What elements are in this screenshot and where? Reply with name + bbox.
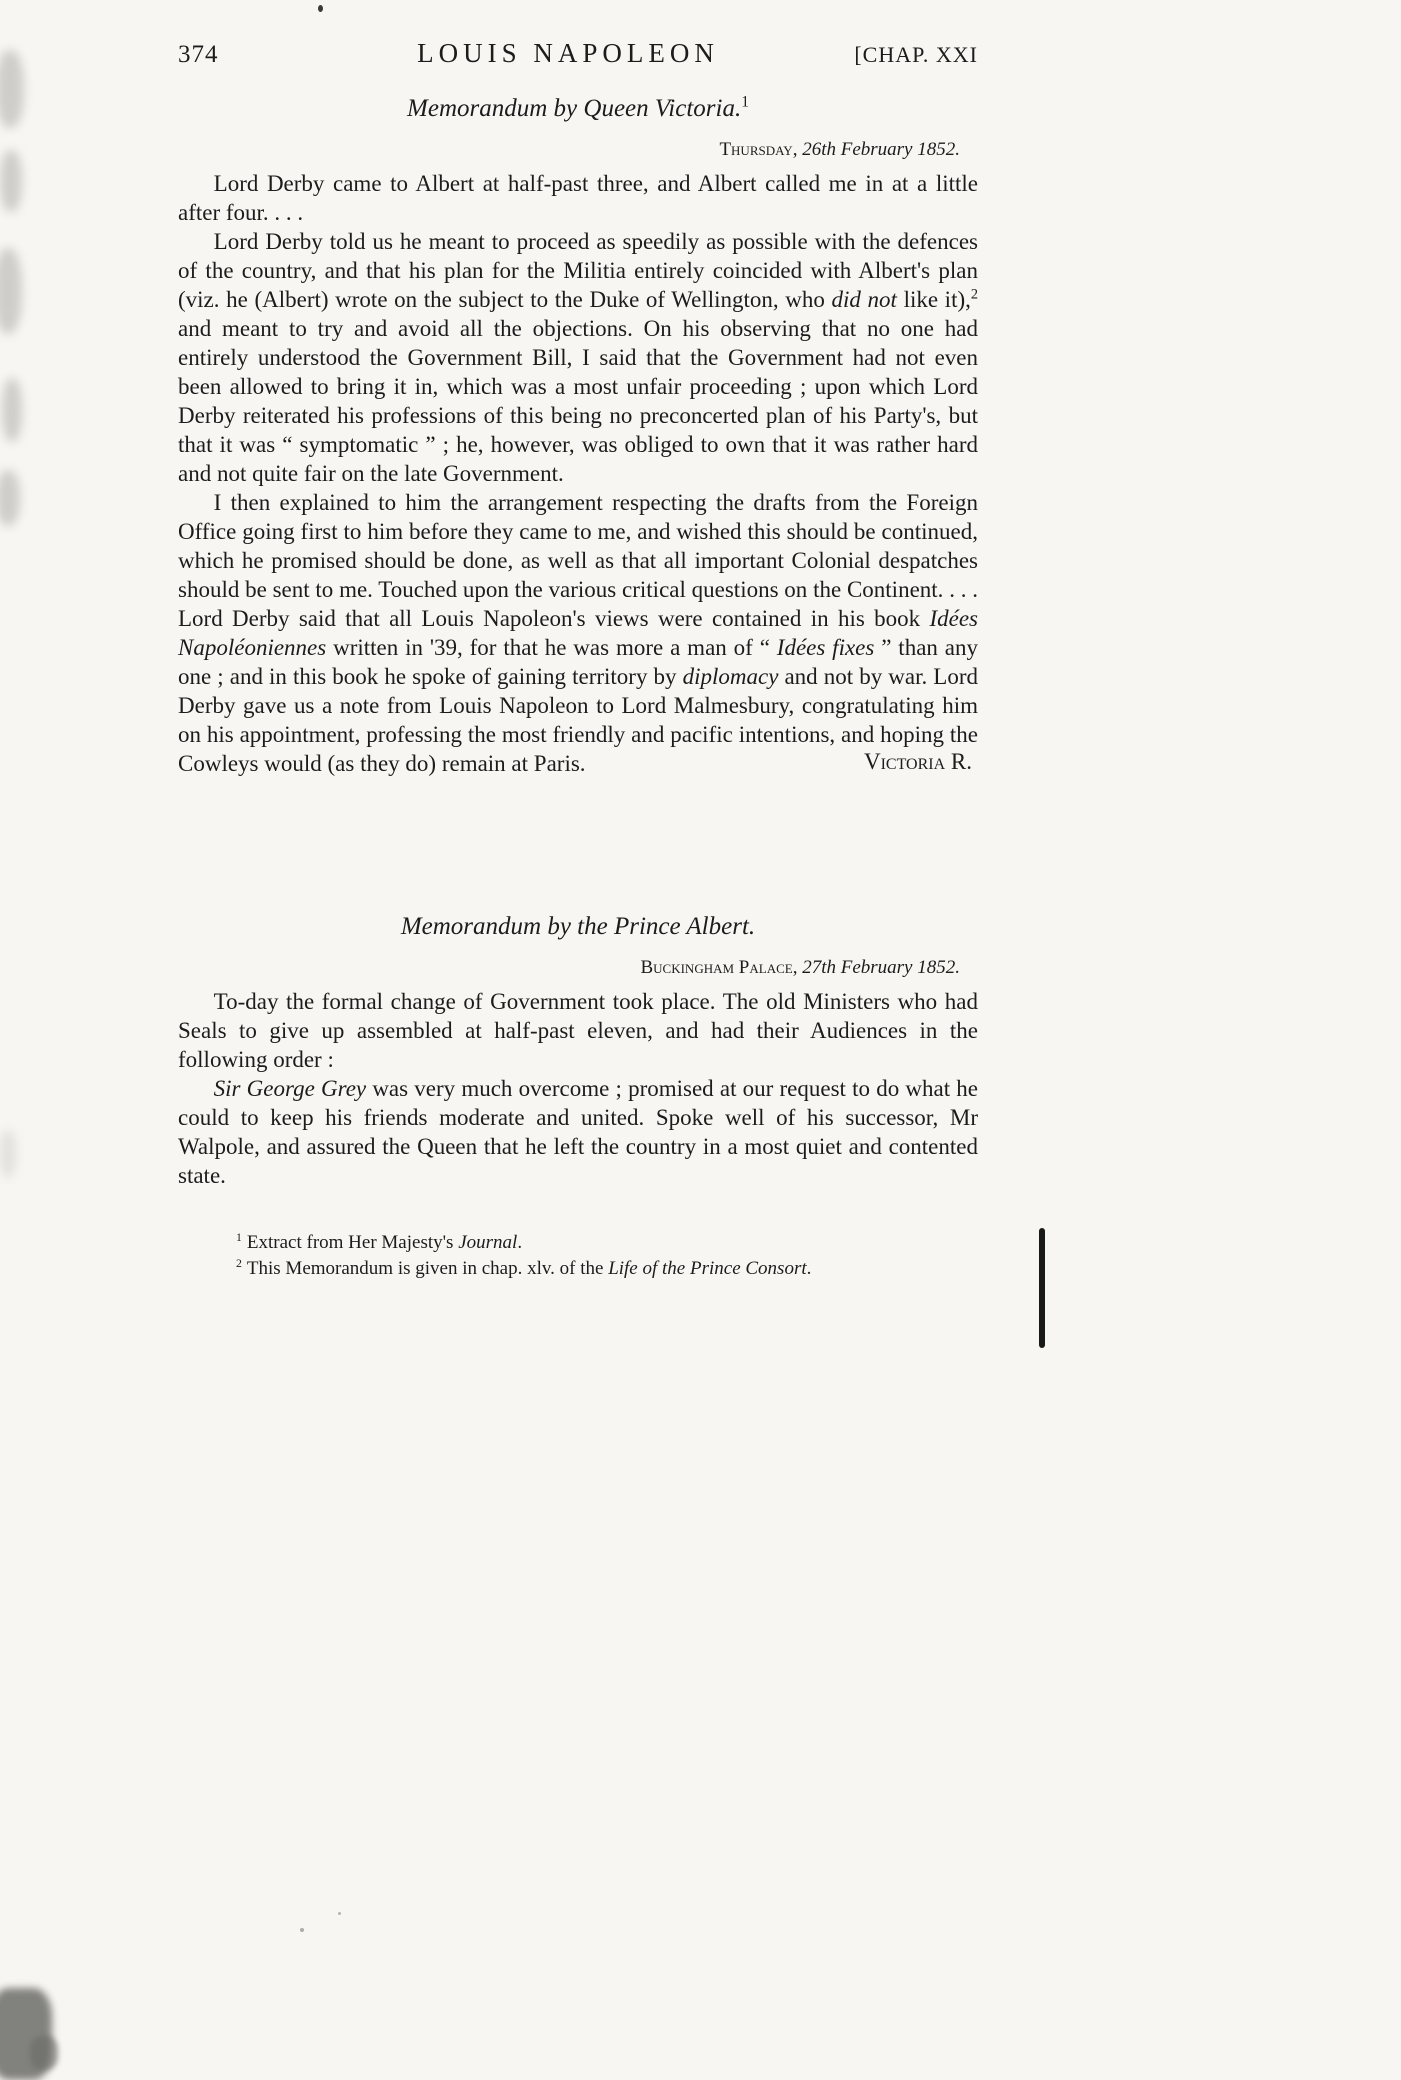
scan-speck: [318, 5, 323, 12]
scan-smudge: [0, 50, 24, 128]
footnotes: [178, 1230, 978, 1282]
paragraph: Sir George Grey was very much overcome ; promised at our request to do what he could to keep his friends moderate and united. Spoke well of his successor, Mr Walpole, and assured the Queen that he left the country in a most quiet and contented state.: [178, 1076, 978, 1188]
dateline-day: Thursday,: [719, 139, 798, 160]
paragraph: Lord Derby came to Albert at half-past three, and Albert called me in at a little after four. . . .: [178, 171, 978, 225]
scan-smudge: [0, 1130, 16, 1178]
page-number: 374: [178, 41, 219, 68]
footnote-text: This Memorandum is given in chap. xlv. of the Life of the Prince Consort.: [246, 1258, 812, 1279]
paragraph: Lord Derby told us he meant to proceed as speedily as possible with the defences of the country, and that his plan for the Militia entirely coincided with Albert's plan (viz. he (Albert) wrote on the subject to the Duke of Wellington, who did not like it),$^2$ and meant to try and avoid all the objections. On his observing that no one had entirely understood the Government Bill, I said that the Government had not even been allowed to bring it in, which was a most unfair proceeding ; upon which Lord Derby reiterated his professions of this being no preconcerted plan of his Party's, but that it was “ symptomatic ” ; he, however, was obliged to own that it was rather hard and not quite fair on the late Government.: [178, 229, 979, 486]
scan-smudge-corner: [30, 2036, 58, 2070]
dateline-date: 27th February 1852.: [797, 957, 960, 978]
chapter-mark: [CHAP. XXI: [854, 42, 978, 67]
scan-speck: [300, 1928, 304, 1932]
memo-victoria-title: [178, 95, 978, 123]
memo-albert-body: [178, 987, 978, 1190]
scan-smudge: [2, 378, 22, 442]
memo-albert-dateline: [178, 957, 978, 979]
dateline-place: Buckingham Palace,: [640, 957, 798, 978]
memo-victoria-title-text: Memorandum by Queen Victoria.: [407, 95, 742, 122]
page-header: [178, 38, 978, 69]
text-block: [178, 38, 978, 1282]
memo-albert-title: Memorandum by the Prince Albert.: [400, 913, 756, 940]
footnote-2: [236, 1256, 978, 1282]
memo-victoria-dateline: [178, 139, 978, 161]
scan-smudge: [0, 248, 22, 334]
dateline-date: 26th February 1852.: [797, 139, 960, 160]
scan-artifact-bar: [1039, 1228, 1045, 1348]
footnote-text: Extract from Her Majesty's Journal.: [246, 1232, 523, 1253]
signature-victoria: Victoria R.: [863, 749, 972, 774]
footnote-marker-2: 2: [236, 1256, 242, 1270]
scan-smudge: [0, 470, 20, 526]
scan-smudge-corner: [0, 1988, 52, 2080]
footnote-1: [236, 1230, 978, 1256]
paragraph: I then explained to him the arrangement respecting the drafts from the Foreign Office going first to him before they came to me, and wished this should be continued, which he promised should be done, as well as that all important Colonial despatches should be sent to me. Touched upon the various critical questions on the Continent. . . . Lord Derby said that all Louis Napoleon's views were contained in his book Idées Napoléoniennes written in '39, for that he was more a man of “ Idées fixes ” than any one ; and in this book he spoke of gaining territory by diplomacy and not by war. Lord Derby gave us a note from Louis Napoleon to Lord Malmesbury, congratulating him on his appointment, professing the most friendly and pacific intentions, and hoping the Cowleys would (as they do) remain at Paris.: [178, 490, 978, 776]
footnote-marker-1: 1: [236, 1230, 242, 1244]
running-title: LOUIS NAPOLEON: [417, 38, 719, 68]
footnote-ref-1: 1: [741, 93, 749, 111]
memo-victoria-body: [178, 169, 978, 778]
scan-speck: [338, 1912, 341, 1915]
scan-smudge: [0, 150, 22, 212]
paragraph: To-day the formal change of Government took place. The old Ministers who had Seals to give up assembled at half-past eleven, and had their Audiences in the following order :: [178, 989, 978, 1072]
